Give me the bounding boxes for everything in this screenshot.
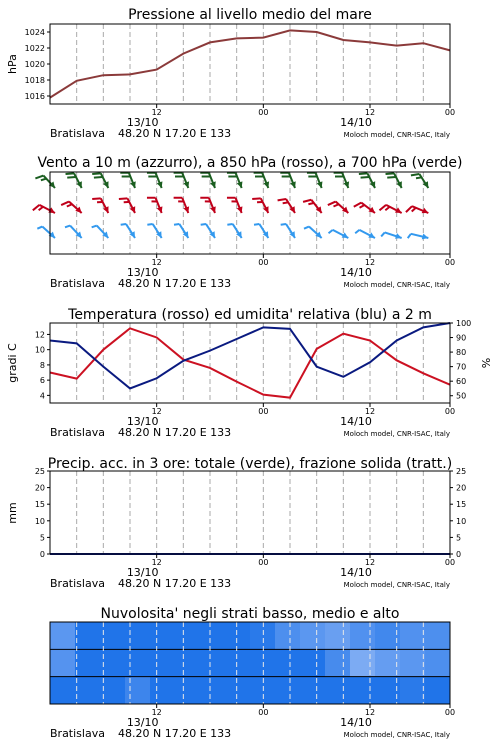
x-tick-label: 00 [258, 708, 269, 717]
temperature-line [50, 328, 450, 397]
y-tick-label: 1024 [24, 28, 45, 37]
y-tick-label: 4 [39, 391, 45, 401]
x-tick-label: 12 [151, 558, 162, 567]
y-tick-label: 12 [34, 330, 45, 340]
cloud-cell [425, 649, 451, 677]
pressure-line [50, 30, 450, 97]
x-date-label: 14/10 [340, 266, 372, 279]
x-tick-label: 12 [364, 708, 376, 717]
temperature-title: Temperatura (rosso) ed umidita' relativa (blu) a 2 m [68, 307, 432, 323]
wind-barb [281, 224, 295, 238]
precip-frame [50, 471, 450, 554]
precip-y-ticks-right [450, 467, 466, 559]
credit-label: Moloch model, CNR-ISAC, Italy [343, 731, 450, 739]
wind-barb [278, 199, 295, 213]
y-tick-label: 1020 [24, 60, 45, 69]
x-tick-label: 12 [151, 407, 162, 416]
x-date-label: 13/10 [126, 266, 159, 279]
x-tick-label: 00 [258, 407, 269, 416]
temperature-y-ticks [35, 330, 50, 400]
y-tick-label-right: 20 [456, 483, 467, 493]
precip-x-axis [50, 554, 455, 590]
pressure-grid [77, 24, 424, 104]
precip-y-ticks [35, 467, 50, 559]
x-tick-label: 12 [364, 407, 376, 416]
wind-barbs [33, 173, 429, 240]
cloud-cell [175, 677, 201, 705]
cloud-cell [400, 649, 426, 677]
location-label: Bratislava [50, 426, 105, 439]
credit-label: Moloch model, CNR-ISAC, Italy [343, 581, 450, 589]
pressure-frame [50, 24, 450, 104]
wind-barb [254, 224, 268, 238]
temperature-frame [50, 323, 450, 403]
y-tick-label-right: 10 [456, 516, 467, 526]
cloud-cell [50, 622, 76, 650]
y-tick-label-right: 100 [456, 319, 472, 328]
y-tick-label-right: 50 [456, 391, 467, 401]
wind-barb [92, 173, 108, 188]
y-tick-label: 15 [34, 500, 45, 510]
wind-barb [174, 198, 189, 213]
wind-barb [354, 203, 375, 213]
cloud-cell [125, 622, 151, 650]
wind-barb [119, 198, 135, 213]
location-label: Bratislava [50, 577, 105, 590]
x-date-label: 14/10 [340, 566, 372, 579]
pressure-y-ticks [25, 28, 50, 101]
credit-label: Moloch model, CNR-ISAC, Italy [343, 131, 450, 139]
x-tick-label: 00 [258, 108, 269, 117]
y-tick-label: 1018 [24, 76, 45, 85]
location-label: Bratislava [50, 127, 105, 140]
coords-label: 48.20 N 17.20 E 133 [118, 577, 232, 590]
cloud-cell [150, 622, 176, 650]
wind-frame [50, 172, 450, 254]
cloud-cell [200, 649, 226, 677]
cloud-cell [125, 649, 151, 677]
y-tick-label: 5 [39, 533, 45, 543]
x-tick-label: 00 [444, 407, 456, 416]
temperature-panel [6, 307, 493, 439]
x-date-label: 14/10 [340, 415, 372, 428]
temperature-grid [77, 323, 424, 403]
credit-label: Moloch model, CNR-ISAC, Italy [343, 281, 450, 289]
temperature-series [50, 323, 450, 398]
x-date-label: 14/10 [340, 716, 372, 729]
clouds-panel [50, 606, 455, 740]
cloud-cell [50, 649, 76, 677]
cloud-cell [50, 677, 76, 705]
y-tick-label-right: 60 [456, 377, 467, 387]
x-date-label: 13/10 [126, 415, 159, 428]
wind-barb [386, 173, 402, 188]
x-tick-label: 12 [364, 558, 376, 567]
y-tick-label: 8 [39, 360, 45, 370]
cloud-cell [150, 649, 176, 677]
x-tick-label: 12 [151, 708, 162, 717]
clouds-heatmap [50, 622, 451, 705]
wind-title: Vento a 10 m (azzurro), a 850 hPa (rosso), a 700 hPa (verde) [37, 155, 463, 171]
temperature-y-label: gradi C [6, 343, 19, 383]
y-tick-label-right: 70 [456, 362, 467, 372]
cloud-cell [300, 622, 326, 650]
x-date-label: 14/10 [340, 116, 372, 129]
y-tick-label: 1016 [24, 92, 45, 101]
wind-barb [411, 174, 428, 188]
y-tick-label: 10 [34, 516, 45, 526]
cloud-cell [75, 622, 101, 650]
cloud-cell [275, 677, 301, 705]
pressure-y-label: hPa [6, 54, 19, 74]
wind-barb [328, 202, 349, 213]
coords-label: 48.20 N 17.20 E 133 [118, 127, 232, 140]
wind-barb [201, 224, 215, 238]
cloud-cell [250, 649, 276, 677]
cloud-cell [225, 649, 251, 677]
wind-barb [379, 205, 401, 213]
wind-barb [303, 200, 322, 213]
pressure-x-axis [50, 104, 455, 140]
y-tick-label-right: 15 [456, 500, 467, 510]
y-tick-label: 25 [34, 467, 45, 476]
precip-grid [77, 471, 424, 554]
wind-barb [92, 198, 108, 213]
wind-barb [227, 173, 242, 188]
pressure-panel [6, 7, 455, 140]
wind-barb [147, 224, 161, 238]
x-date-label: 13/10 [126, 716, 159, 729]
cloud-cell [300, 677, 326, 705]
wind-barb [227, 224, 241, 238]
clouds-title: Nuvolosita' negli strati basso, medio e alto [100, 606, 400, 622]
cloud-cell [400, 622, 426, 650]
cloud-cell [75, 677, 101, 705]
precip-title: Precip. acc. in 3 ore: totale (verde), frazione solida (tratt.) [47, 456, 453, 472]
y-tick-label: 1022 [24, 44, 45, 53]
location-label: Bratislava [50, 277, 105, 290]
wind-barb [355, 230, 375, 238]
y-tick-label: 0 [39, 550, 45, 559]
cloud-cell [275, 649, 301, 677]
cloud-cell [250, 677, 276, 705]
wind-barb [381, 232, 402, 238]
y-tick-label: 10 [34, 345, 45, 355]
y-tick-label-right: 5 [456, 533, 462, 543]
x-tick-label: 00 [444, 558, 456, 567]
cloud-cell [325, 622, 351, 650]
pressure-title: Pressione al livello medio del mare [128, 7, 372, 23]
wind-barb [65, 226, 82, 238]
wind-barb [408, 234, 429, 240]
wind-barb [334, 173, 349, 188]
cloud-cell [200, 622, 226, 650]
cloud-cell [325, 677, 351, 705]
location-label: Bratislava [50, 727, 105, 740]
wind-barb [37, 227, 55, 238]
wind-barb [304, 227, 322, 238]
wind-barb [66, 173, 82, 188]
wind-barb [329, 230, 349, 238]
wind-barb [307, 173, 322, 188]
wind-panel [33, 155, 463, 290]
wind-barb [227, 198, 242, 213]
x-tick-label: 12 [151, 258, 162, 267]
cloud-cell [350, 677, 376, 705]
x-date-label: 13/10 [126, 116, 159, 129]
coords-label: 48.20 N 17.20 E 133 [118, 727, 232, 740]
wind-barb [200, 198, 215, 213]
wind-barb [33, 205, 55, 213]
x-tick-label: 00 [444, 258, 456, 267]
wind-barb [121, 224, 135, 238]
cloud-cell [75, 649, 101, 677]
wind-barb [359, 173, 375, 188]
cloud-cell [275, 622, 301, 650]
x-tick-label: 00 [258, 258, 269, 267]
temperature-x-axis [50, 403, 455, 439]
wind-barb [174, 224, 188, 238]
x-date-label: 13/10 [126, 566, 159, 579]
wind-barb [92, 226, 109, 238]
wind-barb [200, 173, 215, 188]
x-tick-label: 12 [151, 108, 162, 117]
x-tick-label: 00 [444, 708, 456, 717]
cloud-cell [325, 649, 351, 677]
cloud-cell [150, 677, 176, 705]
precip-y-label: mm [6, 502, 19, 524]
wind-barb [254, 173, 269, 188]
cloud-cell [300, 649, 326, 677]
wind-barb [406, 206, 428, 213]
y-tick-label-right: 0 [456, 550, 462, 559]
cloud-cell [175, 649, 201, 677]
x-tick-label: 12 [364, 108, 376, 117]
wind-barb [61, 202, 82, 213]
wind-barb [120, 173, 135, 188]
credit-label: Moloch model, CNR-ISAC, Italy [343, 430, 450, 438]
humidity-y-label: % [480, 357, 493, 369]
wind-barb [174, 173, 189, 188]
cloud-cell [200, 677, 226, 705]
y-tick-label: 6 [39, 376, 45, 386]
cloud-cell [225, 622, 251, 650]
clouds-x-axis [50, 704, 455, 740]
coords-label: 48.20 N 17.20 E 133 [118, 277, 232, 290]
x-tick-label: 00 [258, 558, 269, 567]
cloud-cell [400, 677, 426, 705]
precip-panel [6, 456, 466, 590]
cloud-cell [350, 649, 376, 677]
wind-barb [280, 173, 295, 188]
wind-barb [252, 198, 268, 213]
x-tick-label: 00 [444, 108, 456, 117]
wind-barb [147, 198, 162, 213]
cloud-cell [125, 677, 151, 705]
y-tick-label: 20 [34, 483, 45, 493]
cloud-cell [175, 622, 201, 650]
wind-barb [147, 173, 162, 188]
y-tick-label-right: 90 [456, 333, 467, 343]
humidity-y-ticks [450, 319, 471, 401]
cloud-cell [225, 677, 251, 705]
coords-label: 48.20 N 17.20 E 133 [118, 426, 232, 439]
x-tick-label: 12 [364, 258, 376, 267]
cloud-cell [425, 677, 451, 705]
cloud-cell [425, 622, 451, 650]
y-tick-label-right: 25 [456, 467, 467, 476]
wind-x-axis [50, 254, 455, 290]
wind-barb [35, 176, 55, 188]
cloud-cell [250, 622, 276, 650]
pressure-series [50, 30, 450, 97]
cloud-cell [350, 622, 376, 650]
y-tick-label-right: 80 [456, 348, 467, 358]
